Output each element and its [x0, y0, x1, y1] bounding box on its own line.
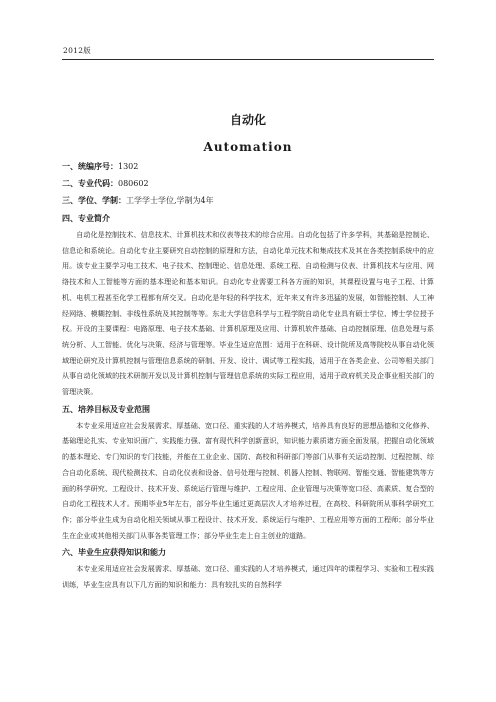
field-degree-value: 工学学士学位,学制为4年 [126, 196, 214, 205]
section-objectives [62, 400, 434, 544]
section-paragraph: 本专业采用适应社会发展需求、厚基础、宽口径、重实践的人才培养模式，培养具有良好的思想品德和文化修养、基础理论扎实、专业知识面广、实践能力强、富有现代科学创新意识，知识能力素质诸方面全面发展，把握自动化领域的基本理论、专门知识的专门技能，并能在工业企业、国防、高校和科研部门等部门从事有关运动控制、过程控制、综合自动化系统、现代检测技术、自动化仪表和设备、信号处理与控制、机器人控制、物联网、智能交通、智能建筑等方面的科学研究、工程设计、技术开发、系统运行管理与维护、工程应用、企业管理与决策等宽口径、高素质、复合型的自动化工程技术人才。预期毕业5年左右，部分毕业生通过更高层次人才培养过程，在高校、科研院所从事科学研究工作；部分毕业生成为自动化相关领域从事工程设计、技术开发、系统运行与维护、工程应用等方面的工程师；部分毕业生在企业或其他相关部门从事各类管理工作；部分毕业生走上自主创业的道路。 [62, 420, 434, 540]
section-heading: 五、培养目标及专业范围 [62, 403, 150, 414]
field-degree [62, 192, 434, 209]
section-paragraph: 自动化是控制技术、信息技术、计算机技术和仪表等技术的综合应用。自动化包括了许多学科，其基础是控制论、信息论和系统论。自动化专业主要研究自动控制的原理和方法，自动化单元技术和集成技术及其在各类控制系统中的应用。该专业主要学习电工技术、电子技术、控制理论、信息处理、系统工程、自动检测与仪表、计算机技术与应用、网络技术和人工智能等方面的基本理论和基本知识。自动化专业需要工科各方面的知识，其课程设置与电子工程、计算机、电机工程甚至化学工程都有所交叉。自动化是年轻的科学技术，近年来又有许多迅猛的发展，如智能控制、人工神经网络、模糊控制、非线性系统及其控制等等。东北大学信息科学与工程学院自动化专业具有硕士学位、博士学位授予权。开设的主要课程：电路原理、电子技术基础、计算机原理及应用、计算机软件基础、自动控制原理、信息处理与系统分析、人工智能、优化与决策、经济与管理等。毕业生适应范围：适用于在科研、设计院所及高等院校从事自动化领域理论研究及计算机控制与管理信息系统的研制、开发、设计、调试等工程实践，适用于在各类企业、公司等相关部门从事自动化领域的技术研制开发以及计算机控制与管理信息系统的实际工程应用，适用于政府机关及企事业相关部门的管理决策。 [62, 230, 434, 397]
document-subtitle: Automation [203, 140, 293, 154]
field-code-value: 1302 [118, 162, 139, 171]
field-code-label: 一、统编序号： [62, 161, 118, 171]
running-header [62, 45, 434, 60]
field-code [62, 158, 434, 175]
field-degree-label: 三、学位、学制： [62, 195, 126, 205]
document-title: 自动化 [229, 113, 266, 127]
document-body [62, 111, 434, 593]
field-major-code-value: 080602 [118, 179, 149, 188]
section-heading: 六、毕业生应获得知识和能力 [62, 547, 166, 558]
field-major-code [62, 175, 434, 192]
section-knowledge [62, 543, 434, 592]
section-heading: 四、专业简介 [62, 213, 110, 223]
section-introduction [62, 209, 434, 400]
section-paragraph: 本专业采用适应社会发展需求、厚基础、宽口径、重实践的人才培养模式，通过四年的课程学习、实验和工程实践训练，毕业生应具有以下几方面的知识和能力：具有较扎实的自然科学 [62, 564, 434, 590]
edition-label: 2012版 [63, 46, 92, 55]
field-major-code-label: 二、专业代码： [62, 178, 118, 188]
